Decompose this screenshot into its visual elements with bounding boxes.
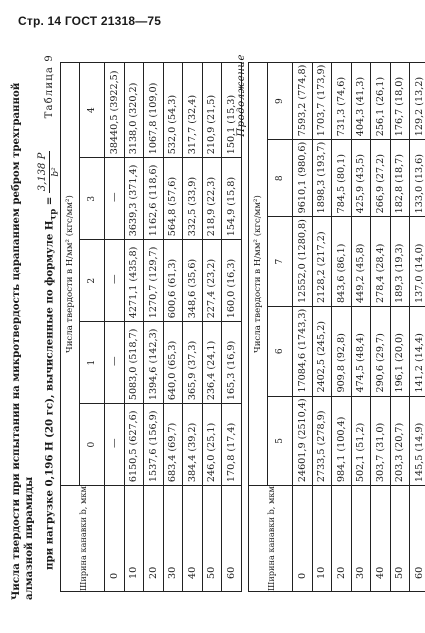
column-header: 6 (268, 306, 293, 396)
value-cell: 6150,5 (627,6) (124, 404, 144, 486)
width-cell: 20 (144, 486, 164, 592)
value-cell: 246,0 (25,1) (202, 404, 222, 486)
width-cell: 60 (410, 486, 425, 592)
value-cell: 2402,5 (245,2) (312, 306, 332, 396)
title-subscript: τp (48, 208, 59, 221)
value-cell: 17084,6 (1743,3) (293, 306, 313, 396)
value-cell: 2733,5 (278,9) (312, 396, 332, 486)
table-row (351, 63, 371, 592)
value-cell: 3138,0 (320,2) (124, 63, 144, 158)
value-cell: — (105, 322, 125, 404)
value-cell: 256,1 (26,1) (371, 63, 391, 140)
title-line-1: Числа твердости при испытании на микротвердость царапанием ребром трехгранной алмазной пирамиды (10, 82, 35, 600)
value-cell: 984,1 (100,4) (332, 396, 352, 486)
value-cell: 564,8 (57,6) (163, 158, 183, 240)
width-cell: 0 (105, 486, 125, 592)
value-cell: 165,3 (16,9) (222, 322, 242, 404)
table-row (163, 63, 183, 592)
value-cell: 203,3 (20,7) (390, 396, 410, 486)
width-cell: 40 (183, 486, 203, 592)
table-row (222, 63, 242, 592)
value-cell: — (105, 240, 125, 322)
table-row (371, 63, 391, 592)
column-header-width: Ширина канавки b, мкм (249, 486, 293, 592)
value-cell: 12552,0 (1280,8) (293, 217, 313, 307)
value-cell: 502,1 (51,2) (351, 396, 371, 486)
column-header: 1 (80, 322, 105, 404)
value-cell: 129,2 (13,2) (410, 63, 425, 140)
value-cell: 303,7 (31,0) (371, 396, 391, 486)
table-title (10, 55, 63, 600)
value-cell: 425,9 (43,5) (351, 140, 371, 217)
value-cell: 843,6 (86,1) (332, 217, 352, 307)
value-cell: 160,0 (16,3) (222, 240, 242, 322)
column-header: 9 (268, 63, 293, 140)
value-cell: 474,5 (48,4) (351, 306, 371, 396)
value-cell: 9610,1 (980,6) (293, 140, 313, 217)
value-cell: 731,3 (74,6) (332, 63, 352, 140)
value-cell: 141,2 (14,4) (410, 306, 425, 396)
value-cell: — (105, 404, 125, 486)
width-cell: 30 (163, 486, 183, 592)
value-cell: 449,2 (45,8) (351, 217, 371, 307)
title-equals: = (43, 196, 56, 209)
table-row (124, 63, 144, 592)
column-header-width: Ширина канавки b, мкм (61, 486, 105, 592)
table-row (105, 63, 125, 592)
width-cell: 30 (351, 486, 371, 592)
value-cell: 1162,6 (118,6) (144, 158, 164, 240)
value-cell: 1067,8 (109,0) (144, 63, 164, 158)
table-row (410, 63, 425, 592)
value-cell: 909,8 (92,8) (332, 306, 352, 396)
table-row (332, 63, 352, 592)
width-cell: 60 (222, 486, 242, 592)
value-cell: 683,4 (69,7) (163, 404, 183, 486)
value-cell: 5083,0 (518,7) (124, 322, 144, 404)
formula-denominator: b² (51, 167, 61, 177)
value-cell: 532,0 (54,3) (163, 63, 183, 158)
table-row (144, 63, 164, 592)
column-header: 4 (80, 63, 105, 158)
table-row (312, 63, 332, 592)
width-cell: 50 (390, 486, 410, 592)
value-cell: 24601,9 (2510,4) (293, 396, 313, 486)
table-row (202, 63, 222, 592)
value-cell: 150,1 (15,3) (222, 63, 242, 158)
value-cell: 1898,3 (193,7) (312, 140, 332, 217)
page-label: Стр. 14 ГОСТ 21318—75 (18, 14, 162, 28)
value-cell: 218,9 (22,3) (202, 158, 222, 240)
value-cell: 145,5 (14,9) (410, 396, 425, 486)
column-group-header: Числа твердости в Н/мм² (кгс/мм²) (249, 63, 268, 486)
value-cell: 1537,6 (156,9) (144, 404, 164, 486)
value-cell: 182,8 (18,7) (390, 140, 410, 217)
formula-fraction (36, 151, 63, 194)
hardness-table-1 (60, 62, 242, 592)
value-cell: — (105, 158, 125, 240)
value-cell: 133,0 (13,6) (410, 140, 425, 217)
width-cell: 20 (332, 486, 352, 592)
column-header: 7 (268, 217, 293, 307)
value-cell: 7593,2 (774,8) (293, 63, 313, 140)
page-header (18, 14, 161, 28)
value-cell: 38440,5 (3922,5) (105, 63, 125, 158)
value-cell: 384,4 (39,2) (183, 404, 203, 486)
value-cell: 196,1 (20,0) (390, 306, 410, 396)
continuation-caption: Продолжение (236, 54, 247, 137)
table-row (293, 63, 313, 592)
value-cell: 236,4 (24,1) (202, 322, 222, 404)
width-cell: 50 (202, 486, 222, 592)
width-cell: 10 (124, 486, 144, 592)
title-line-2-text: при нагрузке 0,196 Н (20 гс), вычисленные по формуле H (43, 220, 56, 570)
column-header: 8 (268, 140, 293, 217)
value-cell: 317,7 (32,4) (183, 63, 203, 158)
value-cell: 290,6 (29,7) (371, 306, 391, 396)
column-header: 0 (80, 404, 105, 486)
value-cell: 210,9 (21,5) (202, 63, 222, 158)
table-row (183, 63, 203, 592)
rotated-content (10, 40, 425, 600)
value-cell: 170,8 (17,4) (222, 404, 242, 486)
width-cell: 40 (371, 486, 391, 592)
hardness-table-2 (248, 62, 425, 592)
value-cell: 266,9 (27,2) (371, 140, 391, 217)
title-line-2 (36, 55, 63, 600)
value-cell: 137,0 (14,0) (410, 217, 425, 307)
value-cell: 1394,6 (142,3) (144, 322, 164, 404)
width-cell: 10 (312, 486, 332, 592)
value-cell: 1703,7 (173,9) (312, 63, 332, 140)
value-cell: 278,4 (28,4) (371, 217, 391, 307)
value-cell: 784,5 (80,1) (332, 140, 352, 217)
table-row (390, 63, 410, 592)
value-cell: 640,0 (65,3) (163, 322, 183, 404)
value-cell: 2128,2 (217,2) (312, 217, 332, 307)
column-header: 5 (268, 396, 293, 486)
column-header: 3 (80, 158, 105, 240)
formula-numerator: 3,138 P (37, 152, 48, 192)
value-cell: 365,9 (37,3) (183, 322, 203, 404)
column-header: 2 (80, 240, 105, 322)
width-cell: 0 (293, 486, 313, 592)
value-cell: 227,4 (23,2) (202, 240, 222, 322)
value-cell: 3639,3 (371,4) (124, 158, 144, 240)
value-cell: 332,5 (33,9) (183, 158, 203, 240)
value-cell: 176,7 (18,0) (390, 63, 410, 140)
column-group-header: Числа твердости в Н/мм² (кгс/мм²) (61, 63, 80, 486)
value-cell: 404,3 (41,3) (351, 63, 371, 140)
value-cell: 348,6 (35,6) (183, 240, 203, 322)
value-cell: 189,3 (19,3) (390, 217, 410, 307)
table-caption: Таблица 9 (44, 54, 55, 119)
value-cell: 1270,7 (129,7) (144, 240, 164, 322)
value-cell: 4271,1 (435,8) (124, 240, 144, 322)
value-cell: 154,9 (15,8) (222, 158, 242, 240)
value-cell: 600,6 (61,3) (163, 240, 183, 322)
